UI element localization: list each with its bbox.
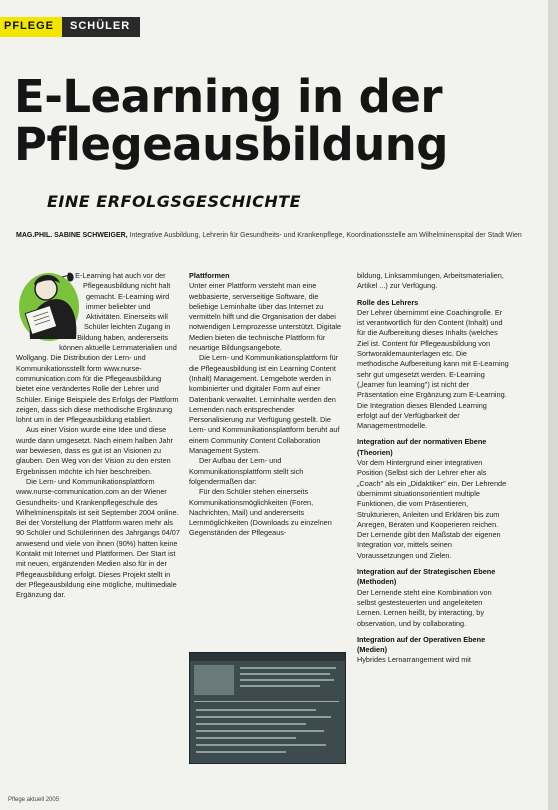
platform-screenshot: [189, 652, 346, 764]
student-reading-illustration: [16, 267, 82, 343]
subsection-tag: SCHÜLER: [62, 17, 140, 37]
col3-heading-3: Integration auf der Strategischen Ebene (Methoden): [357, 567, 496, 587]
col3-heading-1: Rolle des Lehrers: [357, 297, 419, 307]
screenshot-text-line: [196, 716, 331, 718]
screenshot-text-line: [196, 751, 286, 753]
screenshot-text-line: [240, 667, 336, 669]
article-title: E-Learning in der Pflegeausbildung: [14, 70, 448, 171]
screenshot-divider: [194, 701, 339, 702]
screenshot-image-block: [194, 665, 234, 695]
screenshot-text-line: [196, 737, 296, 739]
page-edge: [548, 0, 558, 810]
col2-para-4: Für den Schüler stehen einerseits Kommunikationsmöglichkeiten (Foren, Nachrichten, Mail) und andererseits Lernmöglichkeiten (Downloads zu einzelnen Gegenständen der Pflegeaus-: [189, 487, 332, 538]
col1-para-1: E-Learning hat auch vor der Pflegeausbildung nicht halt gemacht. E-Learning wird immer beliebter und Aktivitäten. Einerseits will Schüler leichten Zugang in Bildung haben, andererseits können aktuelle Lernmaterialien und Wollgang. Die Distribution der Lern- und Kommunikationsstellt form www.nurse-communication.com für die Pflegeausbildung bietet eine verändertes Rolle der Lehrer und Schüler. Einige Beispiele des Erfolgs der Plattform zeigen, dass sich diese methodische Ergänzung lohnt um in der Pflegeausbildung etabliert.: [16, 271, 179, 425]
col1-para-3: Die Lern- und Kommunikationsplattform www.nurse-communication.com an der Wiener Gesundheits- und Krankenpflegeschule des Wilhelminenspitals ist seit September 2004 online. Bei der Vorstellung der Plattform waren mehr als 90 Schüler und Schülerinnen des Jahrgangs 04/07 anwesend und viele von ihnen (90%) hatten keine Kontakt mit Internet und Plattformen. Der Start ist mit neuen, ergänzenden Medien also für in der Pflegeausbildung erfolgt. Dieses Projekt stellt in der Pflegeausbildung eine mögliche, multimediale Ergänzung dar.: [16, 476, 180, 600]
col3-heading-4: Integration auf der Operativen Ebene (Medien): [357, 634, 486, 655]
author-names: MAG.PHIL. SABINE SCHWEIGER,: [16, 232, 128, 239]
screenshot-text-line: [240, 685, 320, 687]
screenshot-text-line: [196, 744, 326, 746]
section-tag: PFLEGE: [0, 17, 62, 37]
col1-para-2: Aus einer Vision wurde eine Idee und diese wurde dann umgesetzt. Nach einem halben Jahr war bewiesen, dass es gut ist an Visionen zu glauben. Den Weg von der Vision zu den ersten Ergebnissen möchte ich hier beschreiben.: [16, 425, 173, 476]
col2-para-1: Unter einer Plattform versteht man eine webbasierte, serverseitige Software, die beliebige Lerninhalte über das Internet zu vermitteln hilft und die Organisation der dabei notwendigen Lernprozesse unterstützt. Digitale Medien bieten die technische Plattform für neuartige Bildungsangebote.: [189, 281, 342, 353]
page-footer: Pflege aktuell 2005: [8, 797, 60, 803]
screenshot-text-line: [196, 723, 306, 725]
screenshot-text-line: [240, 679, 334, 681]
author-line: [16, 231, 541, 241]
screenshot-header-bar: [190, 653, 345, 661]
col2-heading: Plattformen: [189, 271, 230, 280]
column-2: [189, 271, 347, 539]
section-header: [0, 17, 140, 37]
article-subtitle: EINE ERFOLGSGESCHICHTE: [47, 192, 302, 211]
col3-text-2: Vor dem Hintergrund einer integrativen Position (Selbst sich der Lehrer eher als „Coach" als ein „Didaktiker" ein. Der Lehrende übernimmt situationsorientiert multiple Funktionen, die vom Präsentieren, Strukturieren, Anleiten und Erklären bis zum Anregen, Beraten und Kooperieren reichen. Der Lernende gibt den Maßstab der eigenen Integration vor, mittels seinen Voraussetzungen und Zielen.: [357, 458, 507, 560]
screenshot-text-line: [196, 730, 324, 732]
screenshot-text-line: [240, 673, 330, 675]
col3-intro: bildung, Linksammlungen, Arbeitsmaterialien, Artikel ...) zur Verfügung.: [357, 271, 504, 291]
col2-para-2: Die Lern- und Kommunikationsplattform für die Pflegeausbildung ist ein Learning Content (Inhalt) Management. Lerngebote werden in kombinierter und digitaler Form auf einer Datenbank verwaltet. Lerninhalte werden den Lernenden nach entsprechender Personalisierung zur Verfügung gestellt. Die Lern- und Kommunikationsplattform beruht auf einem Community Content Collaboration Management System.: [189, 353, 340, 456]
column-3: [357, 271, 509, 666]
col3-heading-2: Integration auf der normativen Ebene (Theorien): [357, 437, 487, 457]
col2-para-3: Der Aufbau der Lern- und Kommunikationsplattform stellt sich folgendermaßen dar:: [189, 456, 304, 486]
col3-text-4: Hybrides Lernarrangement wird mit: [357, 655, 471, 665]
column-1: [16, 271, 181, 601]
author-affiliation: Integrative Ausbildung, Lehrerin für Gesundheits- und Krankenpflege, Koordinationsstelle am Wilhelminenspital der Stadt Wien: [129, 232, 522, 239]
col3-text-3: Der Lernende steht eine Kombination von selbst gestesteuerten und angeleiteten Lernen. Lernen heißt, by interacting, by observation, und by collaborating.: [357, 587, 492, 628]
col3-text-1: Der Lehrer übernimmt eine Coachingrolle. Er ist verantwortlich für den Content (Inhalt) und für die Aufbereitung dieses Inhalts (welches Ziel ist. Content für Pflegeausbildung von Sortworaklemaunterlagen etc. Die methodische Aufbereitung kann mit E-Learning sehr gut umgesetzt werden. E-Learning („learner fun learning") ist nicht der Präsentation eine Ergänzung zum E-Learning. Die Integration dieses Blended Learning erfolgt auf der Verfügbarkeit der Managementmodelle.: [357, 307, 509, 431]
screenshot-text-line: [196, 709, 316, 711]
